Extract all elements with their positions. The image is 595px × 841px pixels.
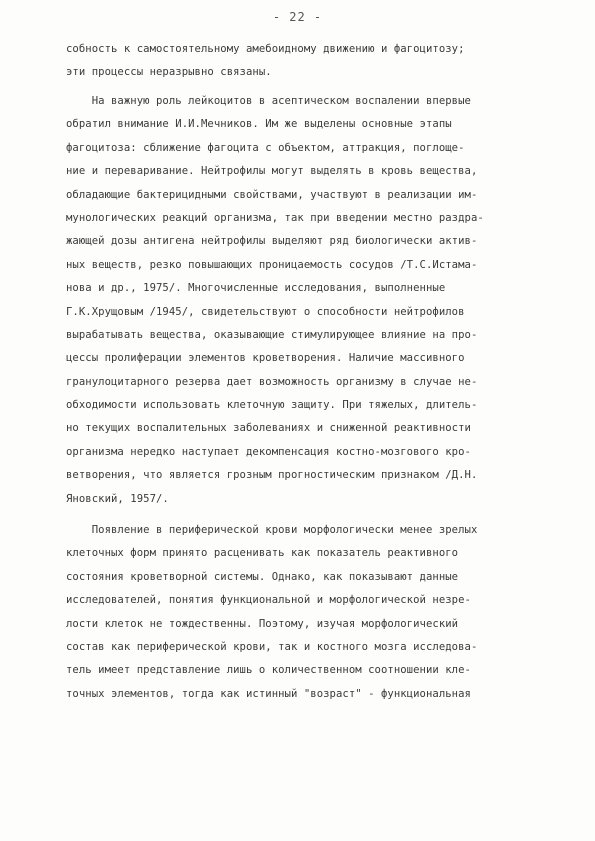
text-line: обходимости использовать клеточную защиту. При тяжелых, длитель- [66,399,478,412]
paragraph-1 [66,38,536,85]
text-line: ние и переваривание. Нейтрофилы могут выделять в кровь вещества, [66,165,478,178]
text-line: но текущих воспалительных заболеваниях и сниженной реактивности [66,422,471,435]
text-line: цессы пролиферации элементов кроветворения. Наличие массивного [66,352,465,365]
text-line: тель имеет представление лишь о количественном соотношении кле- [66,664,471,677]
text-line: исследователей, понятия функциональной и морфологической незре- [66,594,471,607]
text-line: гранулоцитарного резерва дает возможность организму в случае не- [66,375,478,388]
text-line: фагоцитоза: сближение фагоцита с объектом, аттракция, поглоще- [66,141,465,154]
paragraph-2 [66,90,536,511]
text-line: ных веществ, резко повышающих проницаемость сосудов /Т.С.Истама- [66,258,478,271]
text-line: точных элементов, тогда как истинный "возраст" - функциональная [66,687,471,700]
text-line: клеточных форм принято расценивать как показатель реактивного [66,547,459,560]
text-line: собность к самостоятельному амебоидному движению и фагоцитозу; [66,43,465,55]
text-line: жающей дозы антигена нейтрофилы выделяют ряд биологически актив- [66,235,478,248]
text-line: обладающие бактерицидными свойствами, участвуют в реализации им- [66,188,478,201]
paragraph-3 [66,519,536,706]
text-line: состояния кроветворной системы. Однако, как показывают данные [66,570,459,583]
text-line: мунологических реакций организма, так при введении местно раздра- [66,211,484,224]
text-line: На важную роль лейкоцитов в асептическом воспалении впервые [66,95,471,107]
text-line: эти процессы неразрывно связаны. [66,66,272,79]
text-line: организма нередко наступает декомпенсация костно-мозгового кро- [66,445,471,458]
text-line: обратил внимание И.И.Мечников. Им же выделены основные этапы [66,118,452,131]
text-line: лости клеток не тождественны. Поэтому, изучая морфологический [66,617,459,630]
text-line: состав как периферической крови, так и костного мозга исследова- [66,640,478,653]
text-line: Появление в периферической крови морфологически менее зрелых [66,524,478,536]
page-number: - 22 - [272,10,323,24]
text-line: нова и др., 1975/. Многочисленные исследования, выполненные [66,282,446,295]
text-line: вырабатывать вещества, оказывающие стимулирующее влияние на про- [66,328,478,341]
text-line: Г.К.Хрущовым /1945/, свидетельствуют о способности нейтрофилов [66,305,465,318]
text-line: ветворения, что является грозным прогностическим признаком /Д.Н. [66,469,478,482]
text-line: Яновский, 1957/. [66,492,169,505]
